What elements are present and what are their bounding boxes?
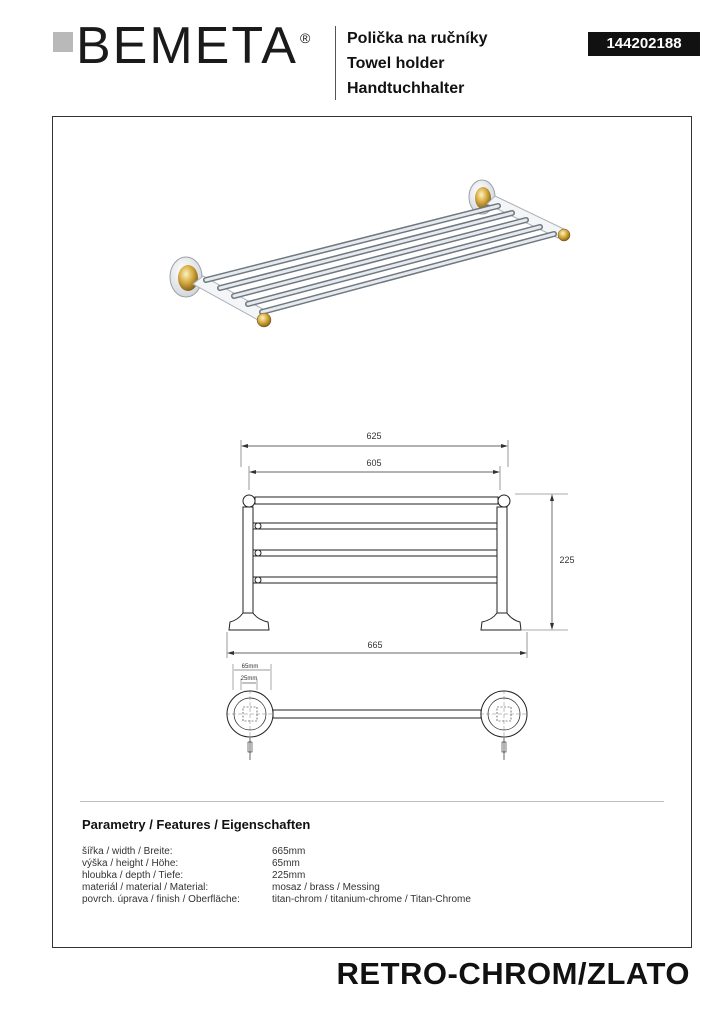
param-row-material (82, 882, 471, 894)
param-value: 225mm (272, 870, 306, 881)
title-de: Handtuchhalter (347, 80, 465, 97)
param-row-height (82, 858, 471, 870)
parameters-title: Parametry / Features / Eigenschaften (82, 817, 311, 832)
param-value: titan-chrom / titanium-chrome / Titan-Chrome (272, 894, 471, 905)
dim-label-605: 605 (366, 458, 382, 468)
product-photo (170, 180, 570, 327)
param-label: hloubka / depth / Tiefe: (82, 870, 184, 881)
front-view-drawing (227, 440, 568, 658)
parameters-table (82, 846, 471, 906)
top-view-drawing (226, 664, 528, 760)
product-code-badge: 144202188 (588, 32, 700, 56)
dim-label-65mm: 65mm (241, 664, 259, 670)
param-row-finish (82, 894, 471, 906)
param-label: materiál / material / Material: (82, 882, 209, 893)
param-label: šířka / width / Breite: (82, 846, 173, 857)
dim-label-25mm: 25mm (240, 676, 258, 682)
title-en: Towel holder (347, 55, 445, 72)
dim-label-225: 225 (559, 555, 575, 565)
param-label: výška / height / Höhe: (82, 858, 179, 869)
title-cz: Polička na ručníky (347, 30, 488, 47)
dim-label-665: 665 (367, 640, 383, 650)
param-row-depth (82, 870, 471, 882)
parameters-separator (80, 801, 664, 802)
dim-label-625: 625 (366, 431, 382, 441)
param-row-width (82, 846, 471, 858)
brand-logo: BEMETA (76, 17, 298, 75)
registered-mark: ® (300, 30, 311, 46)
param-value: 65mm (272, 858, 300, 869)
param-value: 665mm (272, 846, 306, 857)
param-label: povrch. úprava / finish / Oberfläche: (82, 894, 240, 905)
finish-name: RETRO-CHROM/ZLATO (336, 956, 690, 991)
param-value: mosaz / brass / Messing (272, 882, 380, 893)
